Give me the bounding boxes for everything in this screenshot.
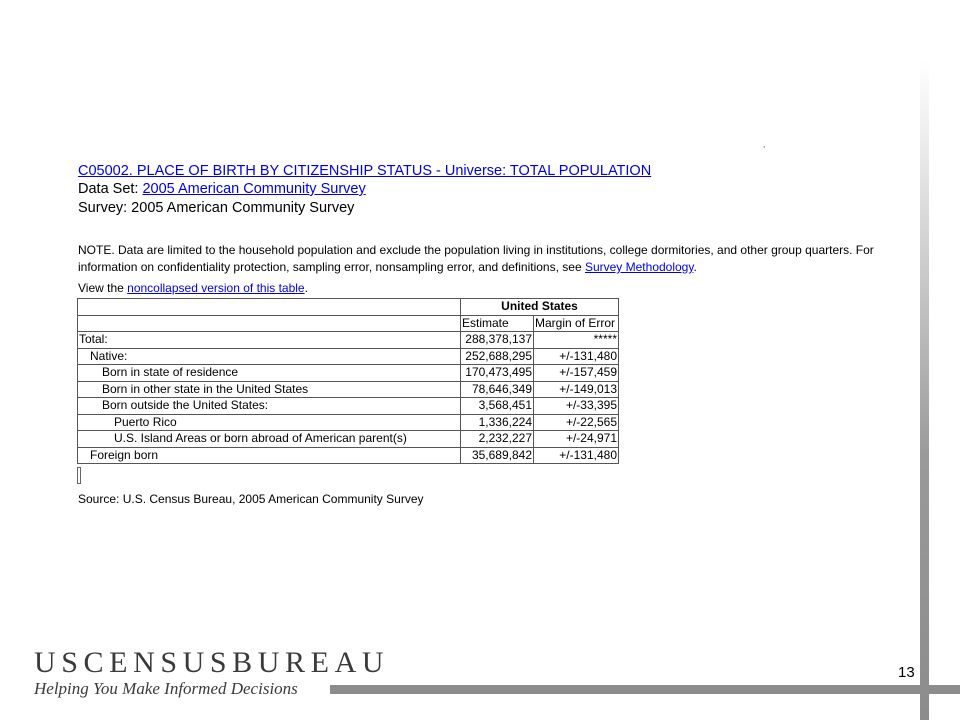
- survey-line: Survey: 2005 American Community Survey: [78, 200, 355, 216]
- footer-divider-bar: [330, 685, 960, 694]
- table-header-row-geo: [78, 299, 619, 316]
- side-divider-bar: [920, 60, 929, 720]
- row-moe: +/-131,480: [534, 447, 619, 464]
- logo-tagline: Helping You Make Informed Decisions: [34, 679, 298, 698]
- data-table: [77, 298, 619, 464]
- table-row: [78, 414, 619, 431]
- row-estimate: 35,689,842: [461, 447, 534, 464]
- row-label: U.S. Island Areas or born abroad of American parent(s): [78, 431, 461, 448]
- row-label: Born outside the United States:: [78, 398, 461, 415]
- row-estimate: 2,232,227: [461, 431, 534, 448]
- note-text: NOTE. Data are limited to the household population and exclude the population living in institutions, college dormitories, and other group quarters. For information on confidentiality protection, sampling error, nonsampling error, and definitions, see: [78, 243, 874, 274]
- row-estimate: 170,473,495: [461, 365, 534, 382]
- row-estimate: 1,336,224: [461, 414, 534, 431]
- table-row: [78, 431, 619, 448]
- row-moe: +/-157,459: [534, 365, 619, 382]
- row-label: Total:: [78, 332, 461, 349]
- row-label: Puerto Rico: [78, 414, 461, 431]
- view-line: [78, 281, 308, 295]
- row-moe: +/-24,971: [534, 431, 619, 448]
- table-row: [78, 365, 619, 382]
- row-estimate: 78,646,349: [461, 381, 534, 398]
- stray-mark: ,: [763, 140, 766, 149]
- page-number: 13: [898, 664, 915, 681]
- row-label: Born in other state in the United States: [78, 381, 461, 398]
- table-row: [78, 381, 619, 398]
- estimate-header: Estimate: [461, 315, 534, 332]
- row-moe: +/-22,565: [534, 414, 619, 431]
- row-moe: +/-149,013: [534, 381, 619, 398]
- note-end: .: [693, 260, 697, 274]
- view-prefix: View the: [78, 281, 128, 295]
- scrollbar-stub[interactable]: [77, 467, 81, 484]
- row-moe: *****: [534, 332, 619, 349]
- dataset-label: Data Set:: [78, 181, 143, 197]
- dataset-link[interactable]: 2005 American Community Survey: [142, 181, 366, 197]
- header-blank-cell: [78, 315, 461, 332]
- row-estimate: 288,378,137: [461, 332, 534, 349]
- view-suffix: .: [304, 281, 308, 295]
- table-header-row-cols: [78, 315, 619, 332]
- noncollapsed-table-link[interactable]: noncollapsed version of this table: [127, 281, 305, 295]
- table-row: [78, 398, 619, 415]
- dataset-line: [78, 181, 366, 197]
- row-label: Born in state of residence: [78, 365, 461, 382]
- survey-methodology-link[interactable]: Survey Methodology: [584, 260, 694, 274]
- row-label: Foreign born: [78, 447, 461, 464]
- geo-header: United States: [461, 299, 619, 316]
- census-bureau-logo: USCENSUSBUREAU: [34, 646, 390, 679]
- table-title-link[interactable]: C05002. PLACE OF BIRTH BY CITIZENSHIP STATUS - Universe: TOTAL POPULATION: [78, 163, 652, 179]
- moe-header: Margin of Error: [534, 315, 619, 332]
- table-row: [78, 447, 619, 464]
- row-estimate: 3,568,451: [461, 398, 534, 415]
- table-row: [78, 332, 619, 349]
- row-moe: +/-131,480: [534, 348, 619, 365]
- note-paragraph: [78, 242, 923, 276]
- row-label: Native:: [78, 348, 461, 365]
- row-estimate: 252,688,295: [461, 348, 534, 365]
- source-note: Source: U.S. Census Bureau, 2005 American Community Survey: [78, 492, 424, 506]
- table-title: [78, 163, 651, 179]
- header-blank-cell: [78, 299, 461, 316]
- row-moe: +/-33,395: [534, 398, 619, 415]
- table-row: [78, 348, 619, 365]
